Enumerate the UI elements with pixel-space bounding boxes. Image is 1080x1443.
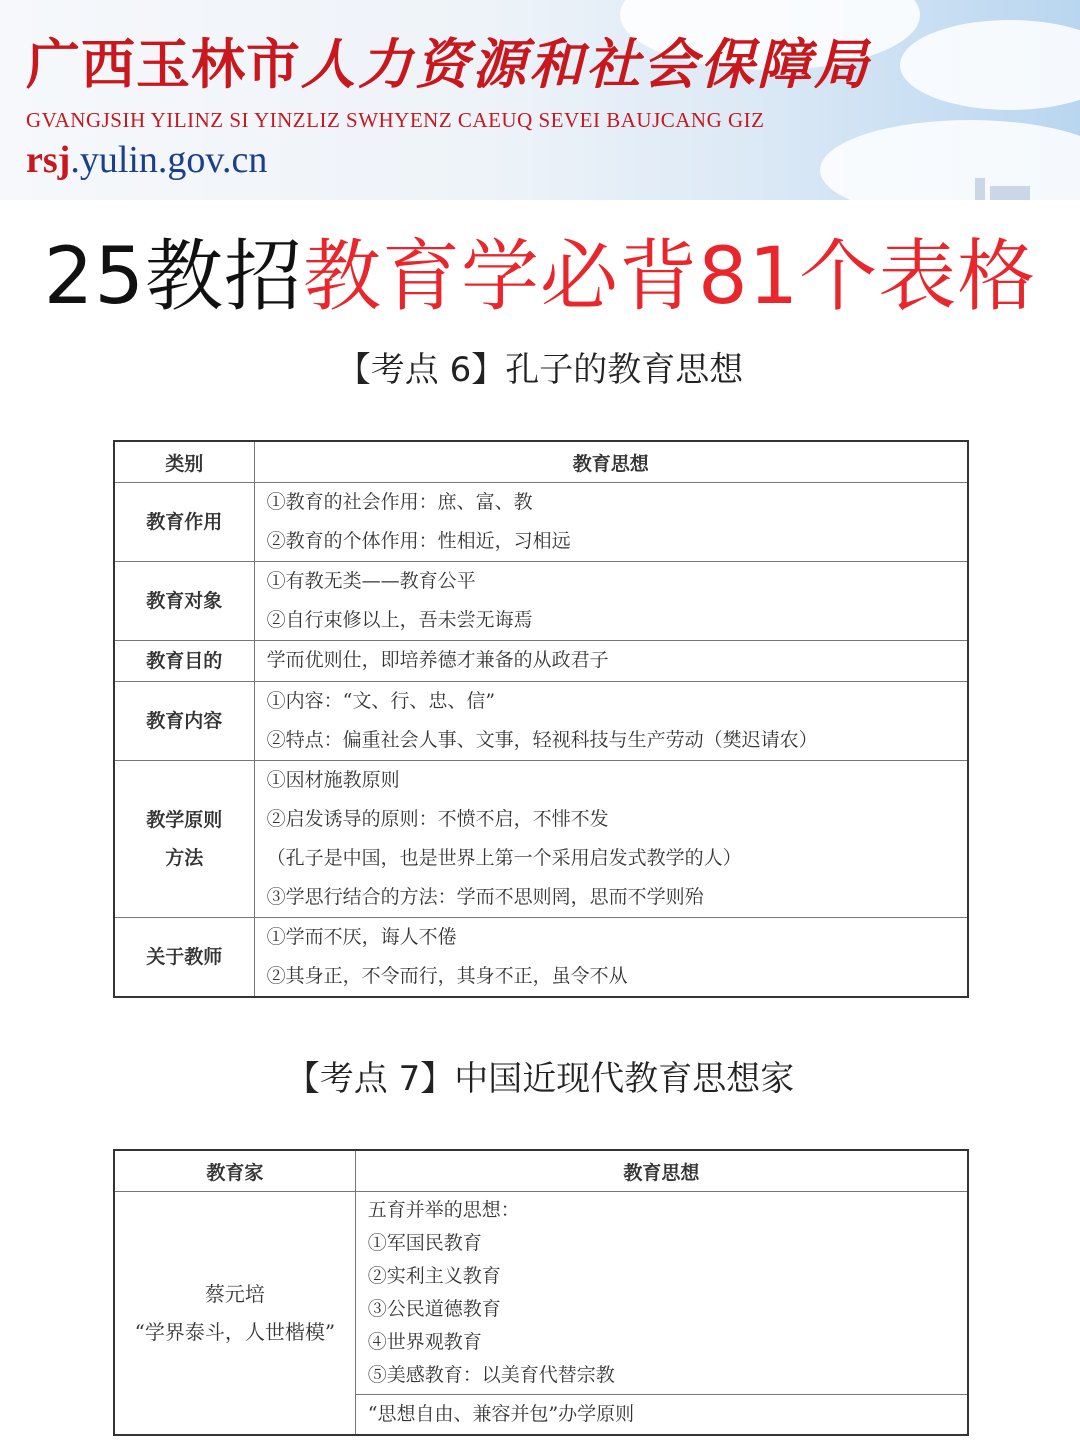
- content-line: ③公民道德教育: [367, 1298, 501, 1320]
- section-7-title: 【考点 7】中国近现代教育思想家: [285, 1059, 795, 1099]
- educator-title: “学界泰斗，人世楷模”: [134, 1320, 336, 1344]
- content-line: 五育并举的思想：: [367, 1199, 520, 1221]
- content-line: ②启发诱导的原则：不愤不启，不悱不发: [266, 808, 609, 830]
- row-category: [114, 562, 254, 641]
- organization-name: [26, 22, 871, 99]
- content-line: ①因材施教原则: [266, 769, 400, 791]
- title-highlight: 教育学必背81个表格: [303, 232, 1037, 322]
- educator-cell: [114, 1192, 355, 1436]
- page-title: [0, 214, 1080, 326]
- content-line: ⑤美感教育：以美育代替宗教: [367, 1364, 615, 1386]
- table-row: [114, 1192, 968, 1395]
- organization-place: 广西玉林市: [26, 32, 301, 96]
- category-text: 教育目的: [146, 650, 223, 672]
- content-line: ②实利主义教育: [367, 1265, 501, 1287]
- row-content: [254, 918, 968, 998]
- row-category: [114, 483, 254, 562]
- building-decoration: [975, 178, 985, 200]
- content-line: ①教育的社会作用：庶、富、教: [266, 491, 533, 513]
- table-header-row: [114, 441, 968, 483]
- table-header-row: [114, 1150, 968, 1192]
- table-row: [114, 641, 968, 682]
- content-line: ②特点：偏重社会人事、文事，轻视科技与生产劳动（樊迟请农）: [266, 729, 818, 751]
- table-row: [114, 761, 968, 918]
- content-line: ③学思行结合的方法：学而不思则罔，思而不学则殆: [266, 886, 704, 908]
- content-line: ②其身正，不令而行，其身不正，虽令不从: [266, 965, 628, 987]
- category-text: 方法: [165, 847, 204, 869]
- category-text: 教育内容: [146, 710, 223, 732]
- row-category: [114, 682, 254, 761]
- row-content: [254, 682, 968, 761]
- organization-name-zhuang: GVANGJSIH YILINZ SI YINZLIZ SWHYENZ CAEUQ SEVEI BAUJCANG GIZ: [26, 108, 765, 132]
- content-line: ②教育的个体作用：性相近，习相远: [266, 530, 571, 552]
- url-prefix: rsj: [26, 139, 71, 181]
- column-header-thought: 教育思想: [254, 441, 968, 483]
- content-line: ①军国民教育: [367, 1232, 482, 1254]
- column-header-educator: 教育家: [114, 1150, 355, 1192]
- row-content: [355, 1192, 968, 1395]
- content-line: ①学而不厌，诲人不倦: [266, 926, 457, 948]
- website-url: [26, 138, 267, 182]
- table-row: [114, 562, 968, 641]
- row-content: [355, 1395, 968, 1436]
- column-header-category: 类别: [114, 441, 254, 483]
- category-text: 关于教师: [146, 946, 223, 968]
- row-content: [254, 641, 968, 682]
- educators-table: [113, 1149, 969, 1436]
- table-row: [114, 918, 968, 998]
- content-line: ①内容：“文、行、忠、信”: [266, 690, 496, 712]
- content-line: ②自行束修以上，吾未尝无诲焉: [266, 609, 533, 631]
- confucius-table: [113, 440, 969, 998]
- row-content: [254, 483, 968, 562]
- building-decoration: [990, 186, 1030, 200]
- row-category: [114, 918, 254, 998]
- row-category: [114, 641, 254, 682]
- educator-name: 蔡元培: [204, 1282, 265, 1306]
- cloud-decoration: [820, 120, 1080, 200]
- category-text: 教育对象: [146, 590, 223, 612]
- table-row: [114, 483, 968, 562]
- header-banner: [0, 0, 1080, 200]
- title-prefix: 25教招: [43, 232, 303, 322]
- content-line: “思想自由、兼容并包”办学原则: [367, 1403, 635, 1425]
- category-text: 教育作用: [146, 511, 223, 533]
- organization-bureau: 人力资源和社会保障局: [301, 32, 871, 96]
- row-content: [254, 761, 968, 918]
- row-content: [254, 562, 968, 641]
- category-text: 教学原则: [146, 809, 223, 831]
- row-category: [114, 761, 254, 918]
- content-line: （孔子是中国，也是世界上第一个采用启发式教学的人）: [266, 847, 742, 869]
- content-line: 学而优则仕，即培养德才兼备的从政君子: [266, 649, 609, 671]
- cloud-decoration: [900, 20, 1080, 110]
- column-header-thought: 教育思想: [355, 1150, 968, 1192]
- url-domain: .yulin.gov.cn: [70, 139, 268, 181]
- content-line: ④世界观教育: [367, 1331, 482, 1353]
- content-line: ①有教无类——教育公平: [266, 570, 476, 592]
- table-row: [114, 682, 968, 761]
- section-6-title: 【考点 6】孔子的教育思想: [336, 350, 744, 390]
